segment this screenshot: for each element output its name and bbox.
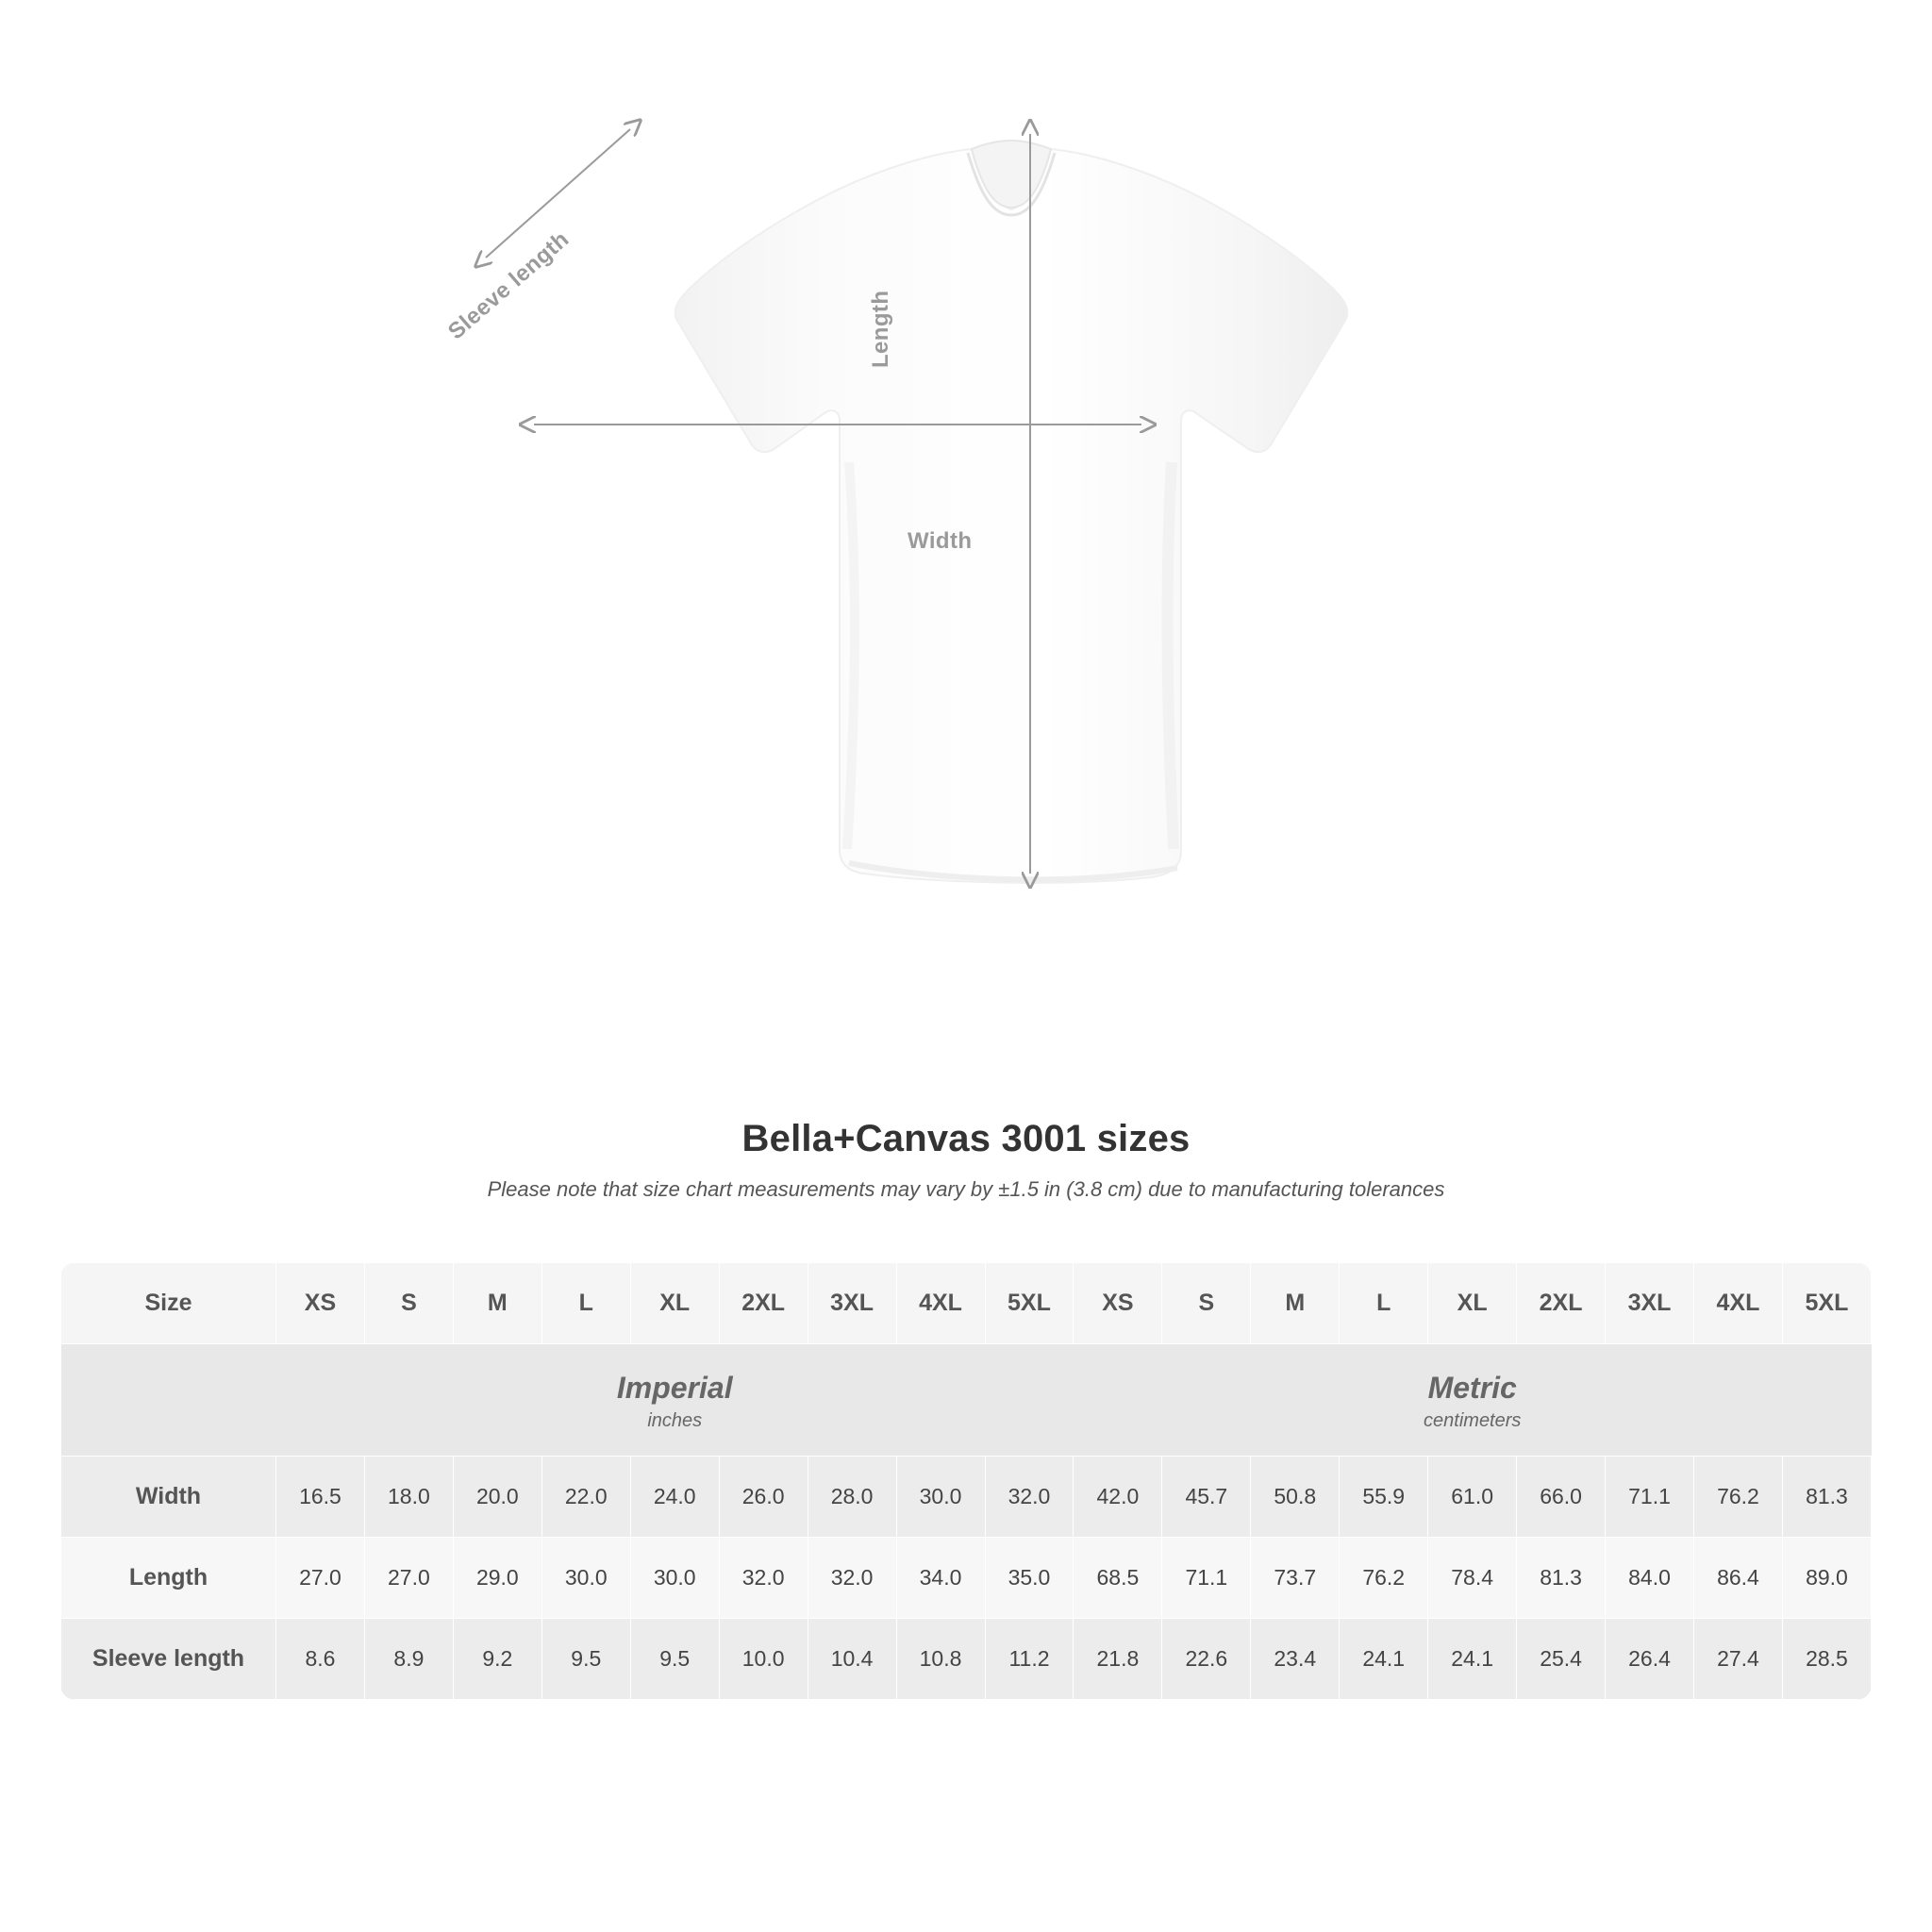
cell-sleeve-12: 24.1	[1340, 1619, 1428, 1700]
cell-width-9: 42.0	[1074, 1457, 1162, 1538]
header-col-10: S	[1162, 1263, 1251, 1344]
cell-width-2: 20.0	[453, 1457, 541, 1538]
cell-sleeve-13: 24.1	[1428, 1619, 1517, 1700]
cell-width-10: 45.7	[1162, 1457, 1251, 1538]
cell-sleeve-3: 9.5	[541, 1619, 630, 1700]
unit-sub-imperial: inches	[647, 1410, 703, 1431]
header-col-3: L	[541, 1263, 630, 1344]
label-length: Length	[868, 290, 893, 368]
cell-sleeve-17: 28.5	[1782, 1619, 1871, 1700]
row-label-sleeve-length: Sleeve length	[61, 1619, 276, 1700]
cell-sleeve-7: 10.8	[896, 1619, 985, 1700]
cell-length-16: 86.4	[1694, 1538, 1783, 1619]
cell-width-5: 26.0	[719, 1457, 808, 1538]
row-label-length: Length	[61, 1538, 276, 1619]
header-col-14: 2XL	[1517, 1263, 1606, 1344]
cell-sleeve-10: 22.6	[1162, 1619, 1251, 1700]
cell-width-7: 30.0	[896, 1457, 985, 1538]
cell-sleeve-11: 23.4	[1251, 1619, 1340, 1700]
cell-width-14: 66.0	[1517, 1457, 1606, 1538]
cell-length-5: 32.0	[719, 1538, 808, 1619]
cell-sleeve-9: 21.8	[1074, 1619, 1162, 1700]
header-col-13: XL	[1428, 1263, 1517, 1344]
cell-sleeve-2: 9.2	[453, 1619, 541, 1700]
cell-width-8: 32.0	[985, 1457, 1074, 1538]
cell-width-6: 28.0	[808, 1457, 896, 1538]
header-col-9: XS	[1074, 1263, 1162, 1344]
size-table	[60, 1262, 1872, 1700]
cell-length-0: 27.0	[276, 1538, 365, 1619]
cell-length-12: 76.2	[1340, 1538, 1428, 1619]
cell-sleeve-14: 25.4	[1517, 1619, 1606, 1700]
cell-length-8: 35.0	[985, 1538, 1074, 1619]
table-row	[61, 1619, 1872, 1700]
cell-length-4: 30.0	[630, 1538, 719, 1619]
cell-width-11: 50.8	[1251, 1457, 1340, 1538]
row-label-width: Width	[61, 1457, 276, 1538]
cell-width-4: 24.0	[630, 1457, 719, 1538]
cell-length-11: 73.7	[1251, 1538, 1340, 1619]
cell-width-12: 55.9	[1340, 1457, 1428, 1538]
title-block	[0, 1118, 1932, 1202]
cell-length-15: 84.0	[1606, 1538, 1694, 1619]
cell-width-0: 16.5	[276, 1457, 365, 1538]
cell-width-17: 81.3	[1782, 1457, 1871, 1538]
tshirt-graphic	[406, 66, 1519, 1057]
header-col-1: S	[364, 1263, 453, 1344]
cell-length-3: 30.0	[541, 1538, 630, 1619]
header-col-2: M	[453, 1263, 541, 1344]
cell-width-1: 18.0	[364, 1457, 453, 1538]
tshirt-icon	[406, 66, 1519, 1057]
unit-header-row	[61, 1344, 1872, 1457]
unit-name-imperial: Imperial	[616, 1371, 733, 1405]
cell-width-15: 71.1	[1606, 1457, 1694, 1538]
cell-sleeve-6: 10.4	[808, 1619, 896, 1700]
header-col-17: 5XL	[1782, 1263, 1871, 1344]
header-col-6: 3XL	[808, 1263, 896, 1344]
label-width: Width	[908, 528, 973, 554]
header-col-0: XS	[276, 1263, 365, 1344]
page-title: Bella+Canvas 3001 sizes	[741, 1118, 1191, 1159]
cell-length-13: 78.4	[1428, 1538, 1517, 1619]
unit-name-metric: Metric	[1427, 1371, 1517, 1405]
header-col-8: 5XL	[985, 1263, 1074, 1344]
header-size: Size	[61, 1263, 276, 1344]
cell-length-17: 89.0	[1782, 1538, 1871, 1619]
cell-length-2: 29.0	[453, 1538, 541, 1619]
table-header-row	[61, 1263, 1872, 1344]
table-row	[61, 1457, 1872, 1538]
cell-sleeve-0: 8.6	[276, 1619, 365, 1700]
cell-length-1: 27.0	[364, 1538, 453, 1619]
unit-corner-cell	[61, 1344, 276, 1457]
cell-width-13: 61.0	[1428, 1457, 1517, 1538]
cell-sleeve-1: 8.9	[364, 1619, 453, 1700]
header-col-12: L	[1340, 1263, 1428, 1344]
label-sleeve-length: Sleeve length	[443, 226, 575, 345]
header-col-11: M	[1251, 1263, 1340, 1344]
cell-width-3: 22.0	[541, 1457, 630, 1538]
size-table-wrapper	[60, 1262, 1872, 1700]
cell-length-9: 68.5	[1074, 1538, 1162, 1619]
header-col-15: 3XL	[1606, 1263, 1694, 1344]
cell-sleeve-5: 10.0	[719, 1619, 808, 1700]
cell-sleeve-4: 9.5	[630, 1619, 719, 1700]
cell-sleeve-8: 11.2	[985, 1619, 1074, 1700]
cell-length-14: 81.3	[1517, 1538, 1606, 1619]
header-col-4: XL	[630, 1263, 719, 1344]
cell-sleeve-15: 26.4	[1606, 1619, 1694, 1700]
cell-length-6: 32.0	[808, 1538, 896, 1619]
cell-length-7: 34.0	[896, 1538, 985, 1619]
header-col-5: 2XL	[719, 1263, 808, 1344]
table-row	[61, 1538, 1872, 1619]
cell-width-16: 76.2	[1694, 1457, 1783, 1538]
unit-group-metric	[1074, 1344, 1872, 1457]
unit-sub-metric: centimeters	[1424, 1410, 1522, 1431]
cell-length-10: 71.1	[1162, 1538, 1251, 1619]
tolerance-note: Please note that size chart measurements may vary by ±1.5 in (3.8 cm) due to manufacturing tolerances	[487, 1177, 1445, 1201]
cell-sleeve-16: 27.4	[1694, 1619, 1783, 1700]
unit-group-imperial	[276, 1344, 1074, 1457]
header-col-7: 4XL	[896, 1263, 985, 1344]
header-col-16: 4XL	[1694, 1263, 1783, 1344]
